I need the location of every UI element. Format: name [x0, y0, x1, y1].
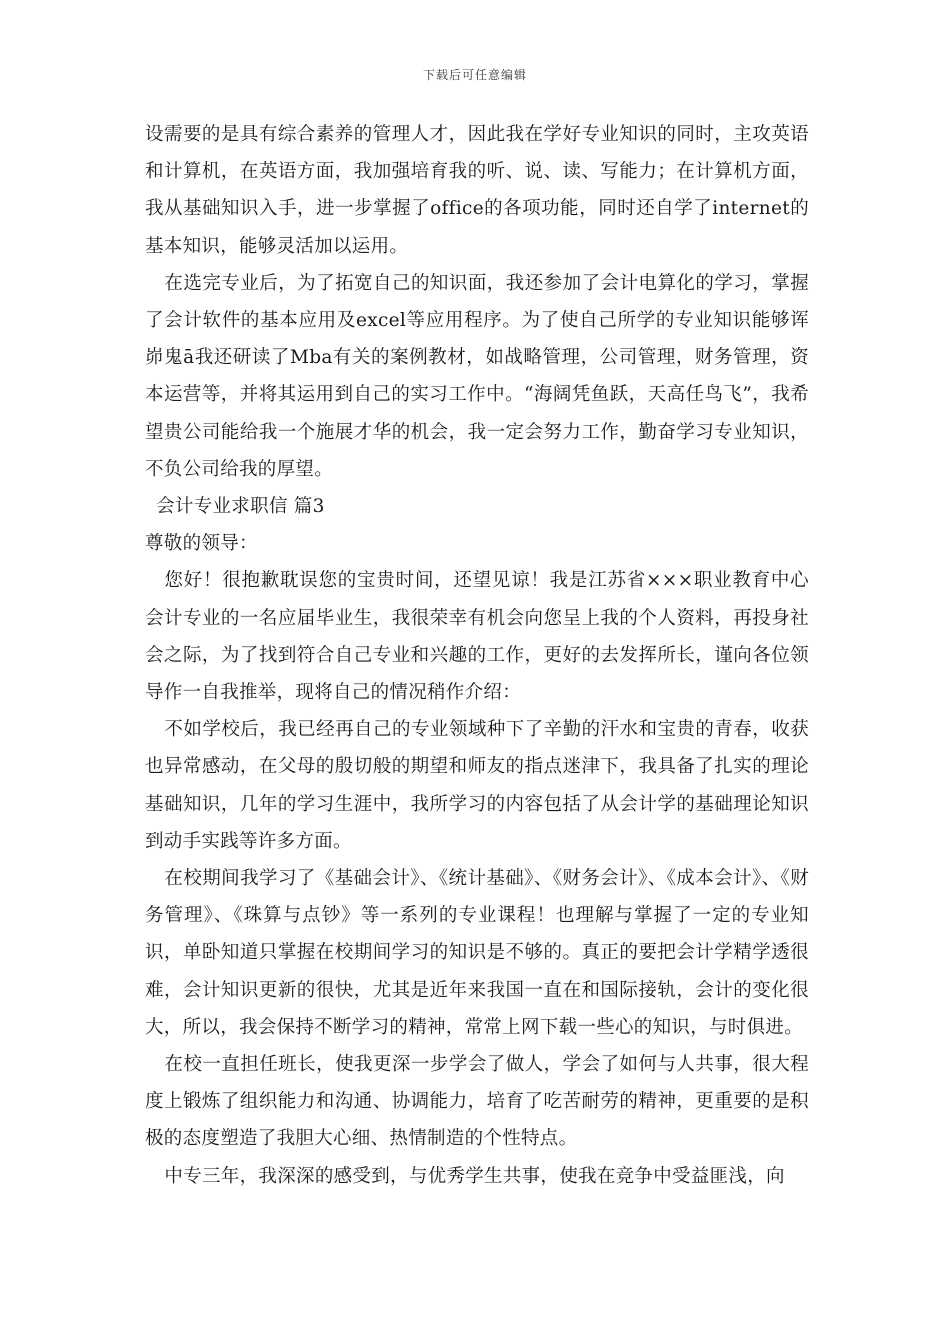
paragraph-continued: 设需要的是具有综合素养的管理人才，因此我在学好专业知识的同时，主攻英语和计算机，在英语方面，我加强培育我的听、说、读、写能力；在计算机方面，我从基础知识入手，进一步掌握了office的各项功能，同时还自学了internet的基本知识，能够灵活加以运用。	[145, 124, 809, 257]
document-body	[145, 116, 809, 1195]
paragraph: 在校一直担任班长，使我更深一步学会了做人，学会了如何与人共事，很大程度上锻炼了组织能力和沟通、协调能力，培育了吃苦耐劳的精神，更重要的是积极的态度塑造了我胆大心细、热情制造的个性特点。	[145, 1054, 809, 1150]
header-note: 下载后可任意编辑	[422, 68, 527, 82]
salutation: 尊敬的领导：	[145, 533, 258, 555]
paragraph: 在校期间我学习了《基础会计》、《统计基础》、《财务会计》、《成本会计》、《财务管理》、《珠算与点钞》等一系列的专业课程！也理解与掌握了一定的专业知识，单卧知道只掌握在校期间学习的知识是不够的。真正的要把会计学精学透很难，会计知识更新的很快，尤其是近年来我国一直在和国际接轨，会计的变化很大，所以，我会保持不断学习的精神，常常上网下载一些心的知识，与时俱进。	[145, 868, 809, 1038]
paragraph: 您好！很抱歉耽误您的宝贵时间，还望见谅！我是江苏省×××职业教育中心会计专业的一名应届毕业生，我很荣幸有机会向您呈上我的个人资料，再投身社会之际，为了找到符合自己专业和兴趣的工作，更好的去发挥所长，谨向各位领导作一自我推举，现将自己的情况稍作介绍：	[145, 570, 809, 704]
paragraph: 中专三年，我深深的感受到，与优秀学生共事，使我在竞争中受益匪浅，向	[164, 1165, 785, 1187]
paragraph: 在选完专业后，为了拓宽自己的知识面，我还参加了会计电算化的学习，掌握了会计软件的基本应用及excel等应用程序。为了使自己所学的专业知识能够诨峁鬼ā我还研读了Mba有关的案例教材，如战略管理，公司管理，财务管理，资本运营等，并将其运用到自己的实习工作中。“海阔凭鱼跃，天高任鸟飞”，我希望贵公司能给我一个施展才华的机会，我一定会努力工作，勤奋学习专业知识，不负公司给我的厚望。	[145, 272, 809, 480]
paragraph: 不如学校后，我已经再自己的专业领域种下了辛勤的汗水和宝贵的青春，收获也异常感动，在父母的殷切般的期望和师友的指点迷津下，我具备了扎实的理论基础知识，几年的学习生涯中，我所学习的内容包括了从会计学的基础理论知识到动手实践等许多方面。	[145, 719, 809, 852]
section-heading: 会计专业求职信 篇3	[156, 496, 325, 518]
